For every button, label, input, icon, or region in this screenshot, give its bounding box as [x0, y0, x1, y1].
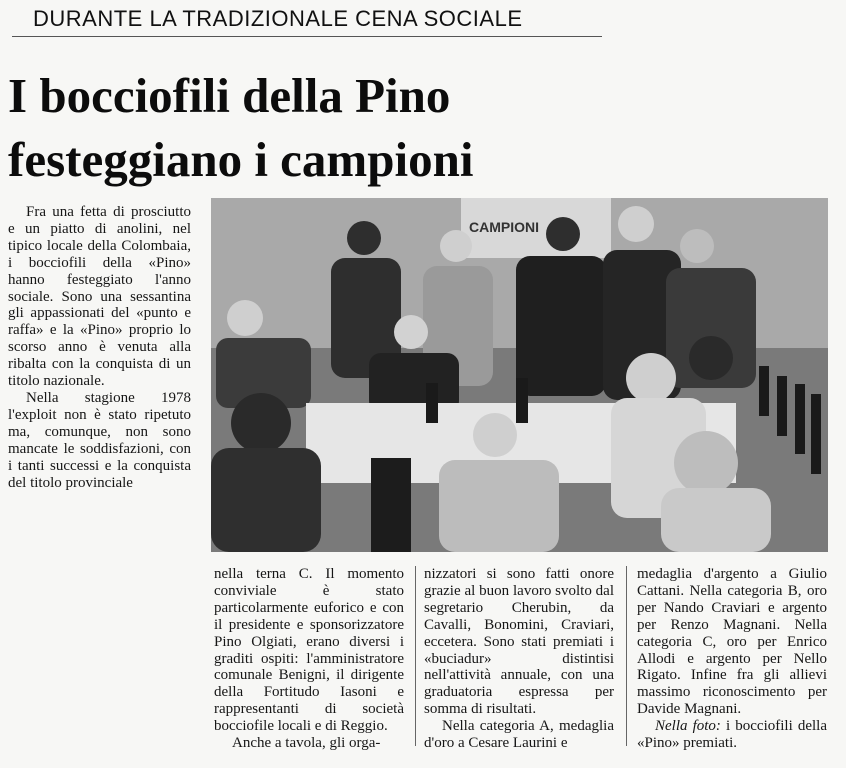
headline-line-1: I bocciofili della Pino	[8, 68, 451, 123]
kicker-divider	[12, 36, 602, 37]
column-divider-2	[626, 566, 627, 746]
column-1-paragraph-2: Anche a tavola, gli orga-	[232, 735, 381, 752]
kicker: DURANTE LA TRADIZIONALE CENA SOCIALE	[33, 6, 523, 31]
column-3-paragraph-1: medaglia d'argento a Giulio Cattani. Nella categoria B, oro per Nando Craviari e argento per Renzo Magnani. Nella categoria C, oro per Enrico Allodi e argento per Nello Rigato. Infine fra gli allievi massimo riconoscimento per Davide Magnani.	[637, 566, 827, 718]
headline-line-2: festeggiano i campioni	[8, 132, 474, 187]
column-2	[424, 566, 614, 752]
column-divider-1	[415, 566, 416, 746]
photo-caption-text: i bocciofili della «Pino» premiati.	[637, 718, 827, 752]
group-photo	[211, 198, 828, 552]
photo-caption-label: Nella foto:	[655, 718, 721, 735]
headline	[8, 64, 618, 192]
group-photo-image	[211, 198, 828, 552]
intro-column	[8, 204, 191, 491]
column-1-paragraph-1: nella terna C. Il momento conviviale è stato particolarmente euforico e con il presidente e sponsorizzatore Pino Olgiati, erano diversi i graditi ospiti: l'amministratore comunale Benigni, il dirigente della Fortitudo Iasoni e rappresentanti di società bocciofile locali e di Reggio.	[214, 566, 404, 735]
column-2-paragraph-1: nizzatori si sono fatti onore grazie al buon lavoro svolto dal segretario Cherubin, da Cavalli, Bonomini, Craviari, eccetera. Sono stati premiati i «buciadur» distintisi nell'attività annuale, con una graduatoria espressa per somma di risultati.	[424, 566, 614, 718]
column-1	[214, 566, 404, 752]
column-3	[637, 566, 827, 752]
intro-paragraph-1: Fra una fetta di prosciutto e un piatto di anolini, nel tipico locale della Colombaia, i bocciofili della «Pino» hanno festeggiato l'anno sociale. Sono una sessantina gli appassionati del «punto e raffa» e la «Pino» proprio lo scorso anno è venuta alla ribalta con la conquista di un titolo nazionale.	[8, 204, 191, 390]
intro-paragraph-2: Nella stagione 1978 l'exploit non è stato ripetuto ma, comunque, non sono mancate le soddisfazioni, con i tanti successi e la conquista del titolo provinciale	[8, 389, 191, 491]
column-2-paragraph-2: Nella categoria A, medaglia d'oro a Cesare Laurini e	[424, 718, 614, 752]
photo-caption	[637, 718, 827, 752]
wall-banner-text: CAMPIONI	[469, 219, 539, 235]
